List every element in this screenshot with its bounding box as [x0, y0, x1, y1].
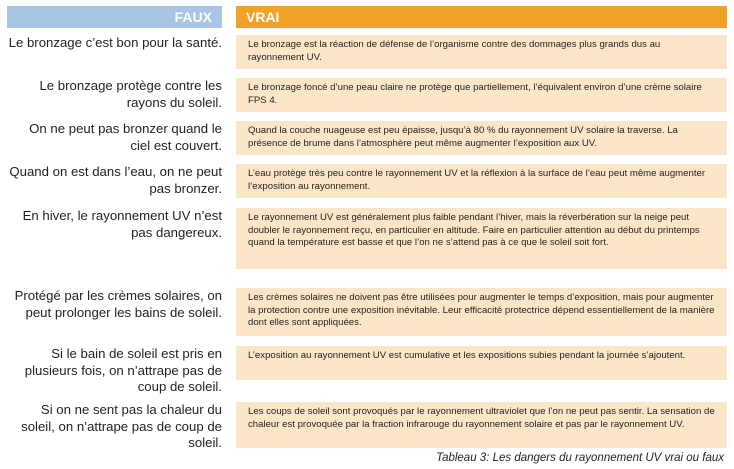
fact-box-6: Les crèmes solaires ne doivent pas être utilisées pour augmenter le temps d’exposition, mais pour augmenter la protection contre une exposition inévitable. Leur efficacité protectrice dépend essentiellement de la manière dont elles sont appliquées.: [236, 288, 727, 336]
fact-box-4: L’eau protège très peu contre le rayonnement UV et la réflexion à la surface de l’eau peut même augmenter l’exposition au rayonnement.: [236, 164, 727, 198]
fact-box-7: L’exposition au rayonnement UV est cumulative et les expositions subies pendant la journée s’ajoutent.: [236, 346, 727, 380]
myth-text-1: Le bronzage c’est bon pour la santé.: [8, 35, 222, 50]
table-caption: Tableau 3: Les dangers du rayonnement UV vrai ou faux: [436, 452, 724, 464]
myth-text-4: Quand on est dans l’eau, on ne peut pas bronzer.: [9, 164, 222, 196]
myth-text-7: Si le bain de soleil est pris en plusieurs fois, on n’attrape pas de coup de soleil.: [24, 346, 222, 394]
faux-header-label: FAUX: [174, 9, 212, 25]
myth-text-8: Si on ne sent pas la chaleur du soleil, on n’attrape pas de coup de soleil.: [21, 402, 222, 450]
fact-box-2: Le bronzage foncé d’une peau claire ne protège que partiellement, l’équivalent environ d’une crème solaire FPS 4.: [236, 78, 727, 112]
fact-box-1: Le bronzage est la réaction de défense de l’organisme contre des dommages plus grands dus au rayonnement UV.: [236, 35, 727, 69]
vrai-header: VRAI: [236, 6, 727, 28]
myth-text-3: On ne peut pas bronzer quand le ciel est couvert.: [29, 121, 222, 153]
fact-box-8: Les coups de soleil sont provoqués par le rayonnement ultraviolet que l’on ne peut pas sentir. La sensation de chaleur est provoquée par la fraction infrarouge du rayonnement solaire et pas par le rayonnement UV.: [236, 402, 727, 448]
faux-header: [7, 6, 222, 28]
fact-box-3: Quand la couche nuageuse est peu épaisse, jusqu’à 80 % du rayonnement UV solaire la traverse. La présence de brume dans l’atmosphère peut même augmenter l’exposition aux UV.: [236, 121, 727, 155]
myth-text-6: Protégé par les crèmes solaires, on peut prolonger les bains de soleil.: [14, 288, 222, 320]
myth-text-5: En hiver, le rayonnement UV n’est pas dangereux.: [22, 208, 222, 240]
myth-text-2: Le bronzage protège contre les rayons du soleil.: [39, 78, 222, 110]
fact-box-5: Le rayonnement UV est généralement plus faible pendant l’hiver, mais la réverbération sur la neige peut doubler le rayonnement reçu, en particulier en altitude. Faire en particulier attention au début du printemps quand la température est basse et que l’on ne s’attend pas à ce que le soleil soit fort.: [236, 208, 727, 269]
